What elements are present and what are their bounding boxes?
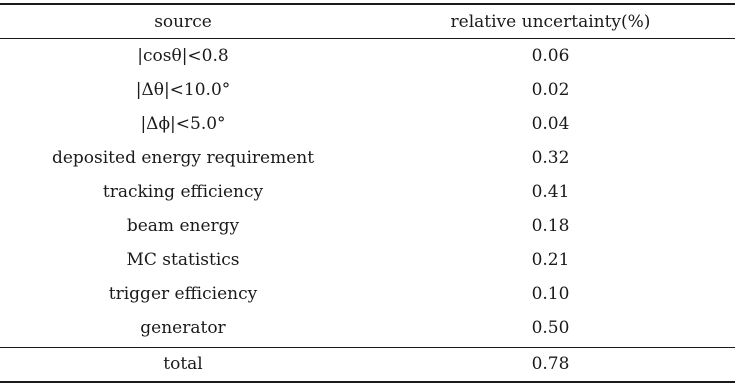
row-value: 0.21: [531, 250, 570, 270]
row-value: 0.50: [531, 318, 570, 338]
row-source: |Δθ|<10.0°: [135, 80, 231, 100]
row-source: |Δϕ|<5.0°: [140, 114, 226, 134]
table-total-row: [0, 347, 735, 381]
total-value: 0.78: [531, 354, 570, 374]
header-relative-uncertainty: relative uncertainty(%): [450, 12, 651, 32]
row-value: 0.32: [531, 148, 570, 168]
row-value: 0.04: [531, 114, 570, 134]
row-source: beam energy: [126, 216, 240, 236]
table-row: [0, 175, 735, 209]
row-value: 0.18: [531, 216, 570, 236]
row-value: 0.41: [531, 182, 570, 202]
table-row: [0, 39, 735, 73]
table-row: [0, 243, 735, 277]
table-header-row: [0, 5, 735, 39]
table-row: [0, 73, 735, 107]
table-row: [0, 209, 735, 243]
row-value: 0.10: [531, 284, 570, 304]
header-source: source: [154, 12, 212, 32]
row-source: generator: [140, 318, 226, 338]
table-row: [0, 311, 735, 345]
row-source: deposited energy requirement: [51, 148, 315, 168]
table-bottom-rule: [0, 381, 735, 383]
total-source: total: [163, 354, 203, 374]
row-source: trigger efficiency: [108, 284, 258, 304]
table-row: [0, 277, 735, 311]
row-value: 0.02: [531, 80, 570, 100]
table-row: [0, 141, 735, 175]
row-source: |cosθ|<0.8: [137, 46, 229, 66]
row-value: 0.06: [531, 46, 570, 66]
row-source: MC statistics: [126, 250, 240, 270]
table-row: [0, 107, 735, 141]
row-source: tracking efficiency: [102, 182, 264, 202]
